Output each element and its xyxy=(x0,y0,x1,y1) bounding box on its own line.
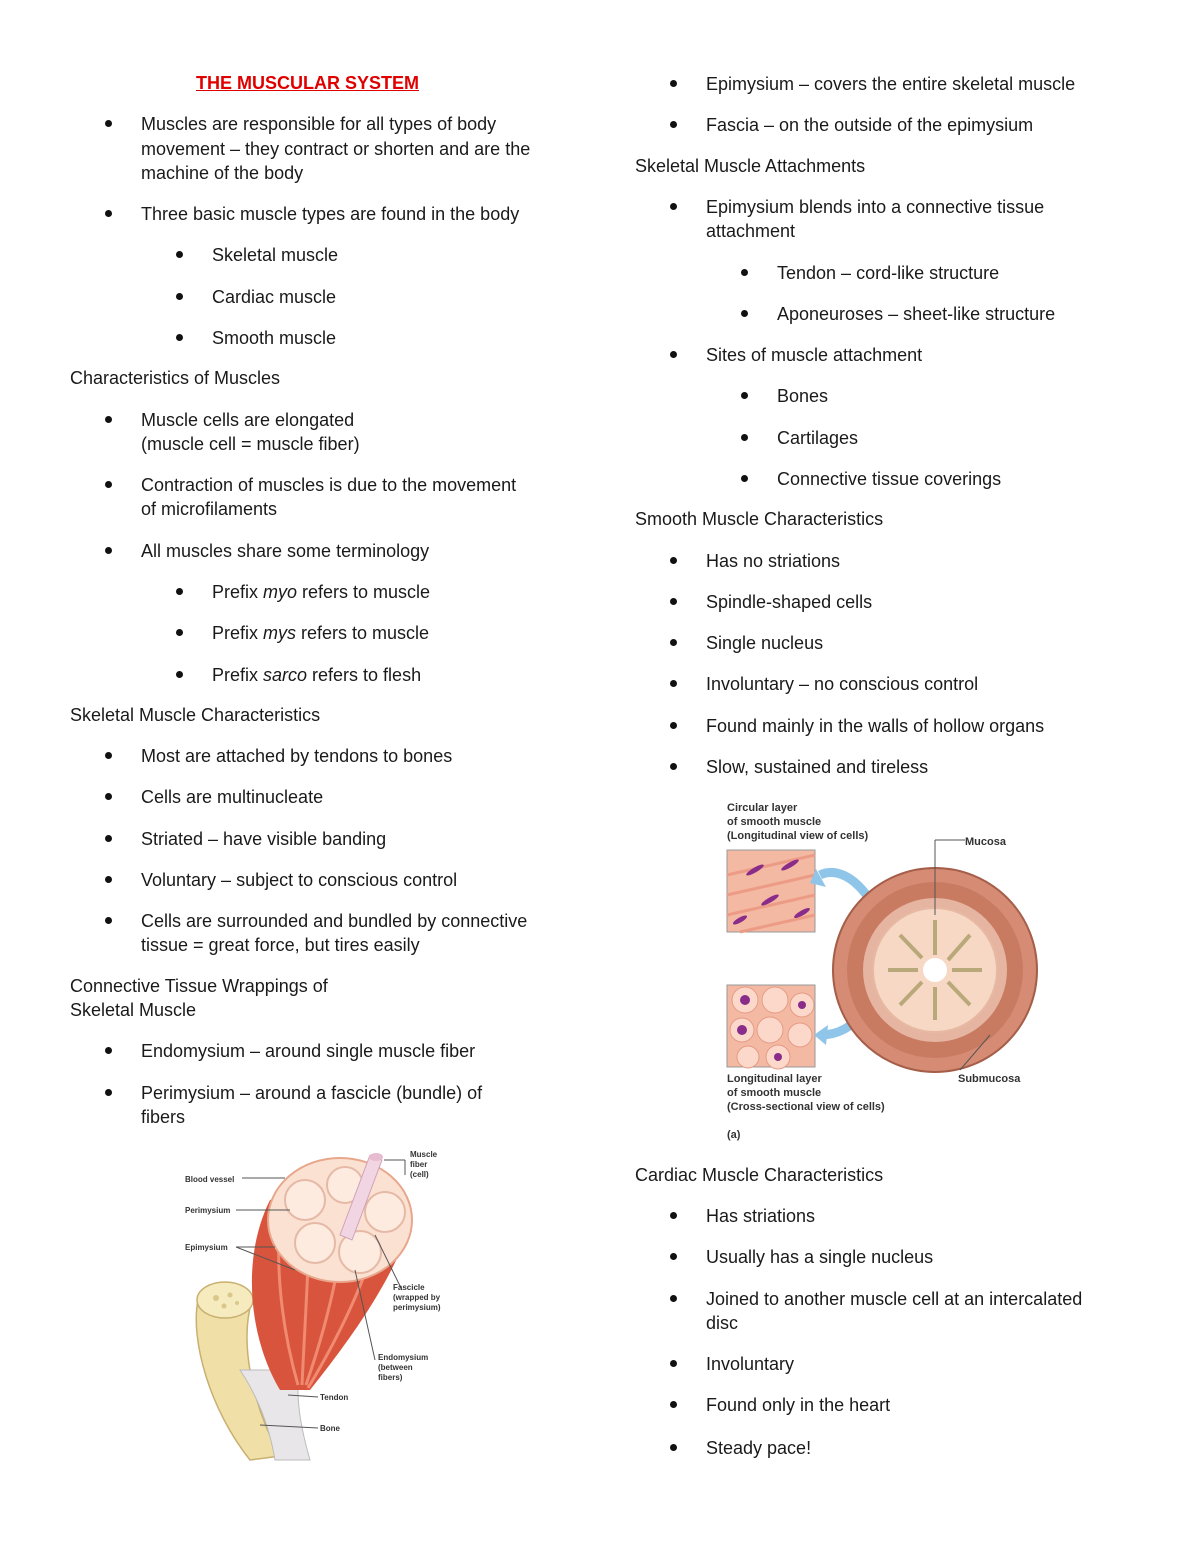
bullet-dot xyxy=(176,251,183,258)
figure-label: Perimysium xyxy=(185,1206,231,1215)
sub-list-item: Bones xyxy=(777,386,829,406)
bullet-dot xyxy=(741,434,748,441)
sub-list-item: Tendon – cord-like structure xyxy=(777,263,1000,283)
bullet-dot xyxy=(670,80,677,87)
section-heading: Skeletal Muscle Characteristics xyxy=(70,705,321,725)
list-item-continuation: disc xyxy=(706,1313,739,1333)
bullet-dot xyxy=(105,876,112,883)
section-heading: Skeletal Muscle Attachments xyxy=(635,156,866,176)
list-item: Contraction of muscles is due to the movement xyxy=(141,475,517,495)
bullet-dot xyxy=(105,1047,112,1054)
list-item: Found only in the heart xyxy=(706,1395,891,1415)
sub-list-item: Connective tissue coverings xyxy=(777,469,1002,489)
list-item: Muscle cells are elongated xyxy=(141,410,355,430)
sub-list-item: Prefix myo refers to muscle xyxy=(212,582,431,602)
bullet-dot xyxy=(176,629,183,636)
list-item: Perimysium – around a fascicle (bundle) of xyxy=(141,1083,483,1103)
list-item: Epimysium blends into a connective tissue xyxy=(706,197,1045,217)
sub-list-item: Smooth muscle xyxy=(212,328,337,348)
section-heading: Connective Tissue Wrappings of xyxy=(70,976,328,996)
list-item: Endomysium – around single muscle fiber xyxy=(141,1041,476,1061)
list-item: Cells are multinucleate xyxy=(141,787,324,807)
section-heading: Smooth Muscle Characteristics xyxy=(635,509,884,529)
list-item: Cells are surrounded and bundled by connective xyxy=(141,911,528,931)
figure-label: Fascicle xyxy=(393,1283,425,1292)
bullet-dot xyxy=(741,310,748,317)
bullet-dot xyxy=(670,203,677,210)
figure-label: (Cross-sectional view of cells) xyxy=(727,1101,885,1113)
sub-list-item: Aponeuroses – sheet-like structure xyxy=(777,304,1056,324)
figure-label: (between xyxy=(378,1363,413,1372)
figure-label: (wrapped by xyxy=(393,1293,441,1302)
smooth-muscle-figure xyxy=(720,795,1070,1150)
list-item: Slow, sustained and tireless xyxy=(706,757,929,777)
figure-label: Tendon xyxy=(320,1393,349,1402)
bullet-dot xyxy=(670,1212,677,1219)
skeletal-muscle-figure xyxy=(180,1140,460,1470)
list-item: Steady pace! xyxy=(706,1438,812,1458)
bullet-dot xyxy=(105,210,112,217)
section-heading: Characteristics of Muscles xyxy=(70,368,281,388)
sub-list-item: Prefix mys refers to muscle xyxy=(212,623,430,643)
list-item: Has striations xyxy=(706,1206,816,1226)
figure-label: (Longitudinal view of cells) xyxy=(727,830,869,842)
bullet-dot xyxy=(105,752,112,759)
sub-list-item: Cartilages xyxy=(777,428,859,448)
figure-label: Muscle xyxy=(410,1150,438,1159)
bullet-dot xyxy=(176,334,183,341)
list-item: Usually has a single nucleus xyxy=(706,1247,934,1267)
bullet-dot xyxy=(105,835,112,842)
list-item: Sites of muscle attachment xyxy=(706,345,923,365)
bullet-dot xyxy=(670,763,677,770)
list-item: Spindle-shaped cells xyxy=(706,592,873,612)
bullet-dot xyxy=(176,671,183,678)
bullet-dot xyxy=(105,547,112,554)
list-item-continuation: attachment xyxy=(706,221,796,241)
bullet-dot xyxy=(105,481,112,488)
figure-label: of smooth muscle xyxy=(727,1087,822,1099)
bullet-dot xyxy=(670,1401,677,1408)
list-item: Found mainly in the walls of hollow organs xyxy=(706,716,1045,736)
list-item: Involuntary – no conscious control xyxy=(706,674,979,694)
figure-label: (cell) xyxy=(410,1170,429,1179)
sub-list-item: Prefix sarco refers to flesh xyxy=(212,665,422,685)
figure-label: Circular layer xyxy=(727,802,798,814)
bullet-dot xyxy=(105,416,112,423)
section-heading: Cardiac Muscle Characteristics xyxy=(635,1165,884,1185)
figure-label: Mucosa xyxy=(965,836,1006,848)
term: sarco xyxy=(263,665,308,685)
bullet-dot xyxy=(176,588,183,595)
bullet-dot xyxy=(741,392,748,399)
bullet-dot xyxy=(670,557,677,564)
figure-label: Submucosa xyxy=(958,1073,1021,1085)
term: mys xyxy=(263,623,297,643)
section-heading: Skeletal Muscle xyxy=(70,1000,197,1020)
figure-label: Endomysium xyxy=(378,1353,429,1362)
list-item: Fascia – on the outside of the epimysium xyxy=(706,115,1034,135)
term: myo xyxy=(263,582,298,602)
figure-label: Longitudinal layer xyxy=(727,1073,822,1085)
bullet-dot xyxy=(741,475,748,482)
bullet-dot xyxy=(670,1444,677,1451)
list-item-continuation: machine of the body xyxy=(141,163,304,183)
figure-label: Bone xyxy=(320,1424,340,1433)
sub-list-item: Cardiac muscle xyxy=(212,287,337,307)
bullet-dot xyxy=(105,120,112,127)
figure-label: of smooth muscle xyxy=(727,816,822,828)
bullet-dot xyxy=(670,1360,677,1367)
list-item-continuation: of microfilaments xyxy=(141,499,278,519)
bullet-dot xyxy=(741,269,748,276)
figure-label: Epimysium xyxy=(185,1243,228,1252)
list-item-continuation: fibers xyxy=(141,1107,186,1127)
list-item-continuation: movement – they contract or shorten and are the xyxy=(141,139,531,159)
list-item: Muscles are responsible for all types of body xyxy=(141,114,497,134)
figure-label: Blood vessel xyxy=(185,1175,235,1184)
bullet-dot xyxy=(670,639,677,646)
list-item: Involuntary xyxy=(706,1354,795,1374)
list-item: Has no striations xyxy=(706,551,841,571)
list-item: Epimysium – covers the entire skeletal muscle xyxy=(706,74,1076,94)
figure-label: fiber xyxy=(410,1160,428,1169)
bullet-dot xyxy=(105,917,112,924)
figure-label: (a) xyxy=(727,1129,741,1141)
bullet-dot xyxy=(670,680,677,687)
figure-label: fibers) xyxy=(378,1373,403,1382)
bullet-dot xyxy=(105,793,112,800)
list-item-continuation: tissue = great force, but tires easily xyxy=(141,935,420,955)
list-item: All muscles share some terminology xyxy=(141,541,430,561)
list-item: Striated – have visible banding xyxy=(141,829,387,849)
list-item: Voluntary – subject to conscious control xyxy=(141,870,458,890)
bullet-dot xyxy=(670,722,677,729)
bullet-dot xyxy=(670,121,677,128)
bullet-dot xyxy=(670,1295,677,1302)
bullet-dot xyxy=(670,1253,677,1260)
bullet-dot xyxy=(176,293,183,300)
bullet-dot xyxy=(670,351,677,358)
bullet-dot xyxy=(670,598,677,605)
list-item-continuation: (muscle cell = muscle fiber) xyxy=(141,434,360,454)
list-item: Single nucleus xyxy=(706,633,824,653)
bullet-dot xyxy=(105,1089,112,1096)
list-item: Three basic muscle types are found in the body xyxy=(141,204,520,224)
page-title: THE MUSCULAR SYSTEM xyxy=(196,73,420,93)
sub-list-item: Skeletal muscle xyxy=(212,245,339,265)
list-item: Joined to another muscle cell at an intercalated xyxy=(706,1289,1083,1309)
list-item: Most are attached by tendons to bones xyxy=(141,746,453,766)
figure-label: perimysium) xyxy=(393,1303,441,1312)
